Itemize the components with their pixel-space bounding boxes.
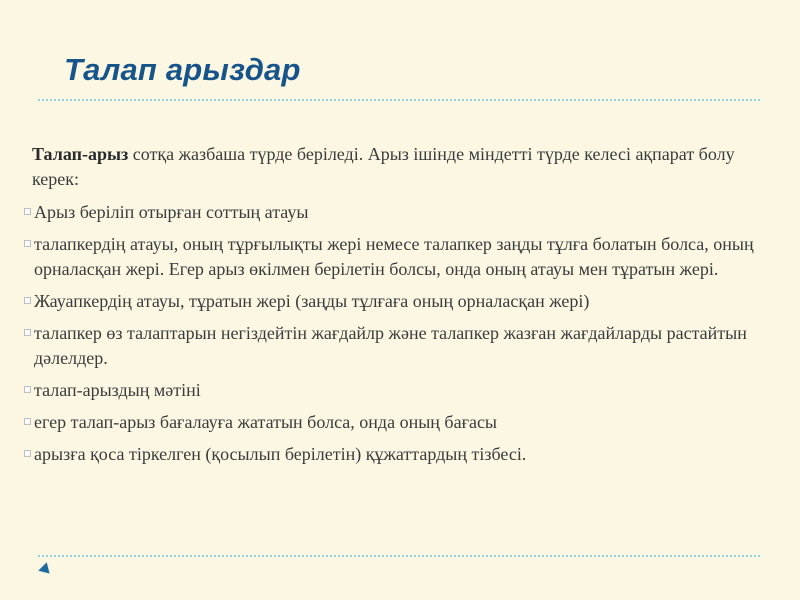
list-item [24, 200, 764, 225]
list-item-text: арызға қоса тіркелген (қосылып берілетін) құжаттардың тізбесі. [34, 444, 527, 464]
square-bullet-icon [24, 240, 31, 247]
list-item [24, 232, 764, 282]
footer-divider [38, 555, 760, 557]
title-divider [38, 99, 760, 101]
square-bullet-icon [24, 418, 31, 425]
intro-term: Талап-арыз [32, 144, 129, 164]
list-item-text: талап-арыздың мәтіні [34, 380, 201, 400]
navigation-arrow-icon[interactable] [38, 562, 54, 578]
slide-content [24, 142, 764, 474]
intro-paragraph [32, 142, 764, 192]
list-item [24, 410, 764, 435]
list-item-text: егер талап-арыз бағалауға жататын болса, онда оның бағасы [34, 412, 498, 432]
list-item [24, 321, 764, 371]
list-item-text: Жауапкердің атауы, тұратын жері (заңды тұлғаға оның орналасқан жері) [34, 291, 590, 311]
list-item [24, 442, 764, 467]
square-bullet-icon [24, 450, 31, 457]
requirements-list [24, 200, 764, 467]
list-item [24, 289, 764, 314]
list-item [24, 378, 764, 403]
intro-text: сотқа жазбаша түрде беріледі. Арыз ішінде міндетті түрде келесі ақпарат болу керек: [32, 144, 735, 189]
slide-title: Талап арыздар [64, 52, 301, 87]
list-item-text: талапкер өз талаптарын негіздейтін жағдайлр және талапкер жазған жағдайларды растайтын дәлелдер. [34, 323, 747, 368]
list-item-text: Арыз беріліп отырған соттың атауы [34, 202, 309, 222]
square-bullet-icon [24, 297, 31, 304]
square-bullet-icon [24, 208, 31, 215]
square-bullet-icon [24, 386, 31, 393]
square-bullet-icon [24, 329, 31, 336]
list-item-text: талапкердің атауы, оның тұрғылықты жері немесе талапкер заңды тұлға болатын болса, оның орналасқан жері. Егер арыз өкілмен берілетін болсы, онда оның атауы мен тұратын жері. [34, 234, 754, 279]
